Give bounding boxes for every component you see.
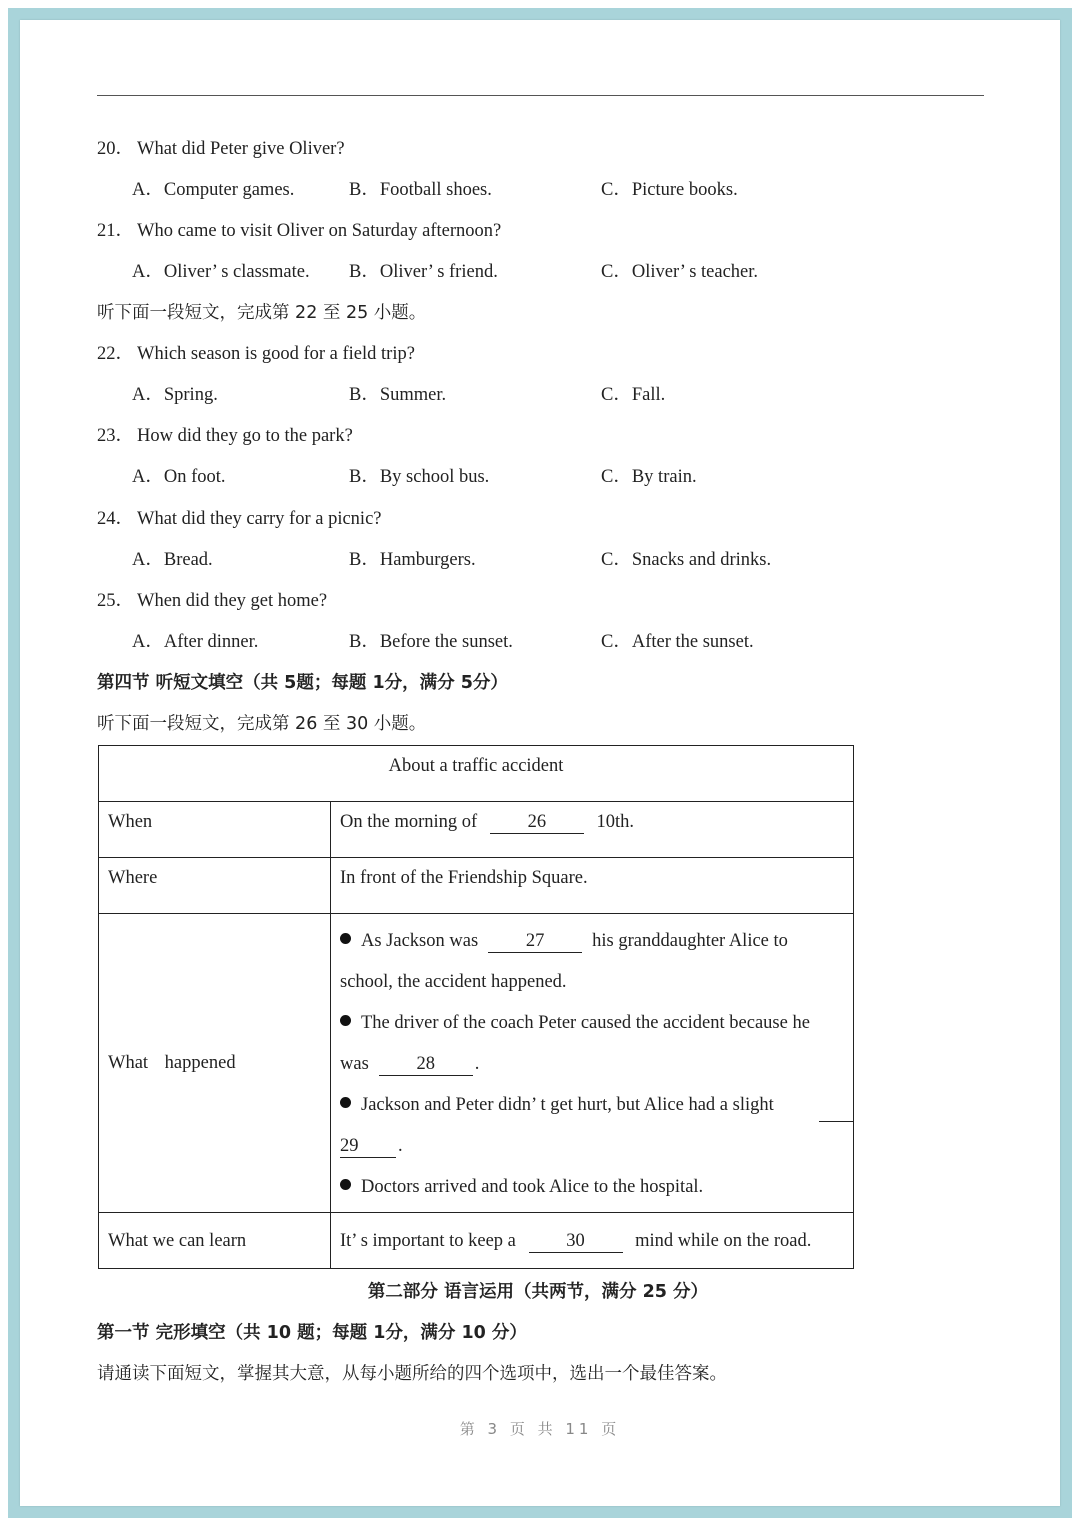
option-a: A．Bread.: [132, 550, 213, 570]
bullet-1: As Jackson was 27 his granddaughter Alice to: [340, 921, 844, 962]
option-c: C．Picture books.: [601, 180, 738, 200]
question-number: 20．: [97, 139, 135, 159]
question-21: [0, 216, 1080, 246]
question-20: [0, 134, 1080, 164]
question-22: [0, 339, 1080, 369]
what-happened-value: [331, 914, 854, 1213]
options-25: [0, 627, 1080, 657]
option-a: A．After dinner.: [132, 632, 259, 652]
question-text: What did they carry for a picnic?: [137, 509, 382, 529]
options-24: [0, 545, 1080, 575]
blank-28: 28: [379, 1053, 473, 1076]
table-row-when: [99, 802, 854, 858]
blank-29: 29: [340, 1135, 396, 1158]
option-c: C．Snacks and drinks.: [601, 550, 772, 570]
option-b: B．Football shoes.: [349, 180, 492, 200]
question-25: [0, 586, 1080, 616]
option-c: C．By train.: [601, 467, 697, 487]
bullet-3-continued: 29 .: [340, 1136, 403, 1156]
learn-value: It’ s important to keep a 30 mind while on the road.: [331, 1213, 854, 1269]
accident-table: [98, 745, 854, 1269]
table-row-where: [99, 858, 854, 914]
label-where: Where: [99, 858, 331, 914]
instruction-26-30: 听下面一段短文，完成第 26 至 30 小题。: [97, 714, 427, 734]
when-value: On the morning of 26 10th.: [331, 802, 854, 858]
option-a: A．Spring.: [132, 385, 218, 405]
label-what-happened: What happened: [99, 914, 331, 1213]
option-c: C．After the sunset.: [601, 632, 754, 652]
question-24: [0, 504, 1080, 534]
blank-26: 26: [490, 811, 584, 834]
table-title: About a traffic accident: [99, 746, 854, 802]
stray-underline: [819, 1121, 853, 1122]
bullet-icon: [340, 1179, 351, 1190]
where-value: In front of the Friendship Square.: [331, 858, 854, 914]
bullet-icon: [340, 1097, 351, 1108]
question-text: What did Peter give Oliver?: [137, 139, 345, 159]
part2-heading: 第二部分 语言运用（共两节，满分 25 分）: [367, 1282, 709, 1302]
option-a: A．Oliver’ s classmate.: [132, 262, 310, 282]
option-c: C．Oliver’ s teacher.: [601, 262, 759, 282]
section1-instruction: 请通读下面短文，掌握其大意，从每小题所给的四个选项中，选出一个最佳答案。: [97, 1364, 727, 1384]
question-text: When did they get home?: [137, 591, 328, 611]
options-21: [0, 257, 1080, 287]
bullet-4: Doctors arrived and took Alice to the hospital.: [340, 1167, 844, 1208]
table-row-learn: [99, 1213, 854, 1269]
page-footer: 第 3 页 共 11 页: [459, 1420, 621, 1438]
bullet-icon: [340, 933, 351, 944]
bullet-1-continued: school, the accident happened.: [340, 972, 567, 992]
blank-30: 30: [529, 1230, 623, 1253]
header-rule: [97, 95, 984, 96]
question-text: Who came to visit Oliver on Saturday afternoon?: [137, 221, 502, 241]
options-20: [0, 175, 1080, 205]
table-row-what: [99, 914, 854, 1213]
option-b: B．By school bus.: [349, 467, 490, 487]
options-22: [0, 380, 1080, 410]
question-number: 24．: [97, 509, 135, 529]
blank-27: 27: [488, 930, 582, 953]
question-number: 22．: [97, 344, 135, 364]
option-a: A．Computer games.: [132, 180, 295, 200]
options-23: [0, 462, 1080, 492]
option-c: C．Fall.: [601, 385, 666, 405]
option-b: B．Before the sunset.: [349, 632, 513, 652]
question-number: 25．: [97, 591, 135, 611]
label-what-we-can-learn: What we can learn: [99, 1213, 331, 1269]
instruction-22-25: 听下面一段短文，完成第 22 至 25 小题。: [97, 303, 427, 323]
option-a: A．On foot.: [132, 467, 226, 487]
section4-heading: 第四节 听短文填空（共 5题；每题 1分，满分 5分）: [97, 673, 508, 693]
option-b: B．Oliver’ s friend.: [349, 262, 498, 282]
bullet-icon: [340, 1015, 351, 1026]
question-23: [0, 421, 1080, 451]
bullet-2-continued: was 28 .: [340, 1054, 480, 1074]
bullet-3: Jackson and Peter didn’ t get hurt, but Alice had a slight: [340, 1085, 844, 1126]
option-b: B．Hamburgers.: [349, 550, 476, 570]
section1-heading: 第一节 完形填空（共 10 题；每题 1分，满分 10 分）: [97, 1323, 527, 1343]
question-number: 23．: [97, 426, 135, 446]
question-number: 21．: [97, 221, 135, 241]
label-when: When: [99, 802, 331, 858]
question-text: Which season is good for a field trip?: [137, 344, 415, 364]
question-text: How did they go to the park?: [137, 426, 353, 446]
option-b: B．Summer.: [349, 385, 447, 405]
table-title-row: [99, 746, 854, 802]
bullet-2: The driver of the coach Peter caused the accident because he: [340, 1003, 844, 1044]
